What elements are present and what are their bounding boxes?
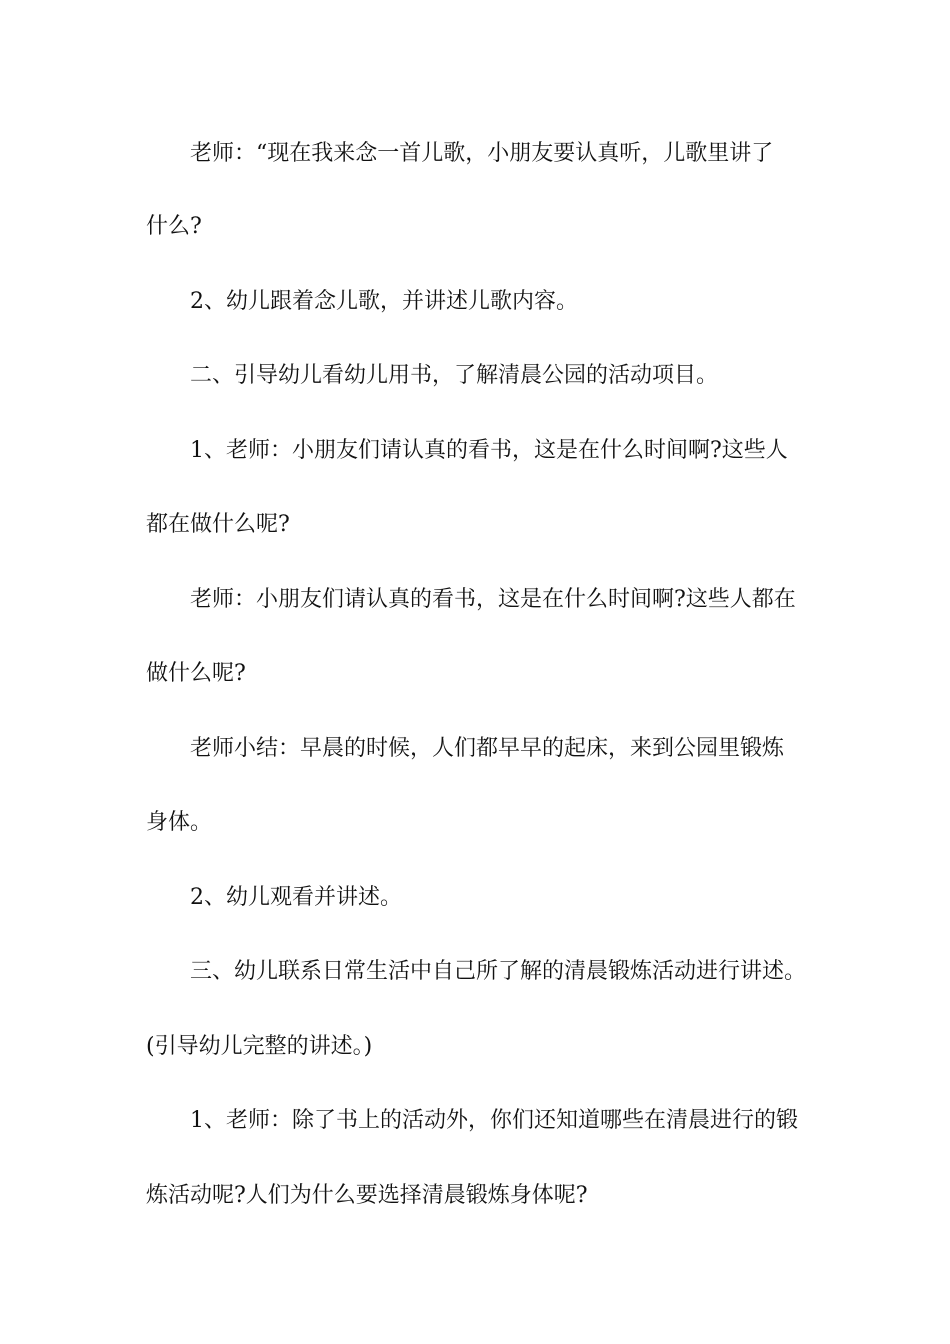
- paragraph-teacher-question-3-line-1: 1、老师：除了书上的活动外，你们还知道哪些在清晨进行的锻: [190, 1108, 798, 1133]
- paragraph-teacher-question-1-line-2: 都在做什么呢?: [146, 512, 290, 537]
- section-three-note: (引导幼儿完整的讲述。): [146, 1034, 373, 1059]
- paragraph-teacher-question-2-line-2: 做什么呢?: [146, 661, 246, 686]
- paragraph-teacher-question-2-line-1: 老师：小朋友们请认真的看书，这是在什么时间啊?这些人都在: [190, 587, 796, 612]
- paragraph-teacher-recite-line-2: 什么?: [146, 214, 202, 239]
- paragraph-teacher-question-1-line-1: 1、老师：小朋友们请认真的看书，这是在什么时间啊?这些人: [190, 438, 788, 463]
- section-three-heading: 三、幼儿联系日常生活中自己所了解的清晨锻炼活动进行讲述。: [190, 959, 807, 984]
- paragraph-teacher-summary-line-1: 老师小结：早晨的时候，人们都早早的起床，来到公园里锻炼: [190, 736, 785, 761]
- paragraph-children-recite: 2、幼儿跟着念儿歌，并讲述儿歌内容。: [190, 289, 578, 314]
- paragraph-teacher-question-3-line-2: 炼活动呢?人们为什么要选择清晨锻炼身体呢?: [146, 1183, 588, 1208]
- section-two-heading: 二、引导幼儿看幼儿用书，了解清晨公园的活动项目。: [190, 363, 719, 388]
- paragraph-teacher-recite-line-1: 老师：“现在我来念一首儿歌，小朋友要认真听，儿歌里讲了: [190, 141, 774, 166]
- paragraph-teacher-summary-line-2: 身体。: [146, 810, 213, 835]
- paragraph-children-observe: 2、幼儿观看并讲述。: [190, 885, 402, 910]
